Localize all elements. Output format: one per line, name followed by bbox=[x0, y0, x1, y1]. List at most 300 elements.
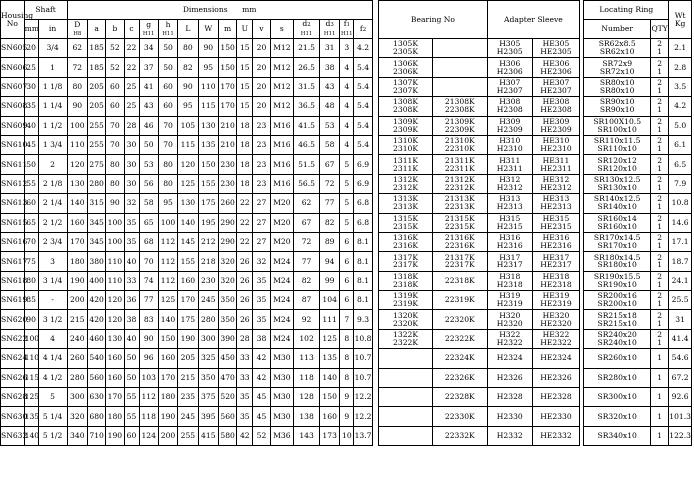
weight-cell: 67.2 bbox=[669, 368, 692, 387]
bearing-no-alt-cell-line: 22311K bbox=[444, 163, 475, 173]
ring-qty-cell-line: 1 bbox=[657, 47, 663, 57]
shaft-mm-cell: 35 bbox=[24, 97, 38, 116]
dimension-cell: 28 bbox=[124, 116, 139, 135]
dimension-cell: 22 bbox=[124, 39, 139, 58]
locating-ring-header: Locating Ring bbox=[584, 1, 669, 20]
shaft-mm-cell: 60 bbox=[24, 194, 38, 213]
bearing-no-alt-cell-line: 21317K bbox=[444, 252, 475, 262]
shaft-in-cell: 3 bbox=[38, 252, 67, 271]
dimension-cell: 100 bbox=[67, 116, 87, 135]
dimension-cell: M36 bbox=[270, 426, 294, 445]
dimension-cell: 37 bbox=[139, 58, 158, 77]
shaft-mm-cell: 20 bbox=[24, 39, 38, 58]
adapter-sleeve-cell bbox=[487, 174, 532, 193]
dimension-cell: 260 bbox=[219, 194, 237, 213]
housing-no-cell: SN622 bbox=[1, 329, 25, 348]
dimension-cell: 23 bbox=[253, 135, 270, 154]
bearing-no-cell-line: 2308K bbox=[393, 105, 419, 115]
dimension-cell: 9 bbox=[340, 388, 354, 407]
dimension-cell: 12.2 bbox=[354, 388, 372, 407]
adapter-sleeve-cell-line: H306 bbox=[499, 58, 521, 68]
ring-number-cell-line: SR240x20 bbox=[597, 330, 637, 340]
ring-number-cell-line: SR190x10 bbox=[597, 279, 637, 289]
dimension-cell: 90 bbox=[67, 97, 87, 116]
bearing-no-cell-line: 2322K bbox=[393, 338, 419, 348]
shaft-mm-cell: 70 bbox=[24, 232, 38, 251]
dimension-cell: 20 bbox=[253, 58, 270, 77]
dimension-cell: 415 bbox=[198, 426, 218, 445]
ring-qty-cell-line: 1 bbox=[657, 182, 663, 192]
ring-number-cell-line: SR100X10.5 bbox=[593, 116, 642, 126]
adapter-sleeve-cell-line: H320 bbox=[499, 310, 521, 320]
ring-number-cell-line: SR62x10 bbox=[599, 47, 635, 57]
ring-number-cell bbox=[584, 252, 651, 271]
dimension-cell: 8.1 bbox=[354, 291, 372, 310]
dimension-cell: 170 bbox=[219, 77, 237, 96]
dimension-cell: 38 bbox=[124, 310, 139, 329]
dimension-cell: 4 bbox=[340, 135, 354, 154]
dimension-cell: 173 bbox=[319, 426, 339, 445]
table-row bbox=[1, 388, 692, 407]
adapter-sleeve-alt-cell bbox=[532, 155, 579, 174]
bearing-no-cell-line: 2309K bbox=[393, 124, 419, 134]
dim-header: f2 bbox=[354, 20, 372, 39]
dimension-cell: 380 bbox=[88, 252, 106, 271]
bearing-no-alt-cell bbox=[432, 232, 487, 251]
ring-number-cell-line: SR215x18 bbox=[597, 310, 637, 320]
dimension-cell: 53 bbox=[319, 116, 339, 135]
housing-no-cell: SN620 bbox=[1, 310, 25, 329]
adapter-sleeve-cell-line: H2322 bbox=[496, 338, 523, 348]
table-row bbox=[1, 349, 692, 368]
bearing-no-alt-cell bbox=[432, 174, 487, 193]
dimension-cell: 420 bbox=[88, 310, 106, 329]
bearing-no-cell bbox=[379, 407, 433, 426]
ring-number-cell-line: SR170x14.5 bbox=[593, 233, 641, 243]
adapter-sleeve-alt-cell-line: HE312 bbox=[542, 174, 570, 184]
dimension-cell: 102 bbox=[294, 329, 320, 348]
dimension-cell: 41.5 bbox=[294, 116, 320, 135]
dimension-cell: 350 bbox=[219, 310, 237, 329]
weight-cell: 7.9 bbox=[669, 174, 692, 193]
dimension-cell: 115 bbox=[198, 97, 218, 116]
ring-number-cell bbox=[584, 116, 651, 135]
ring-qty-cell bbox=[650, 174, 668, 193]
dim-header: D H8 bbox=[67, 20, 87, 39]
bearing-no-cell bbox=[379, 116, 433, 135]
ring-qty-cell-line: 1 bbox=[657, 241, 663, 251]
bearing-no-cell bbox=[379, 388, 433, 407]
dimension-cell: 22 bbox=[237, 232, 253, 251]
ring-qty-cell-line: 1 bbox=[657, 260, 663, 270]
dimension-cell: 110 bbox=[106, 252, 124, 271]
dimension-cell: 3 bbox=[340, 39, 354, 58]
dimension-cell: 70 bbox=[158, 116, 177, 135]
bearing-no-alt-cell-line: 22317K bbox=[444, 260, 475, 270]
shaft-mm-cell: 115 bbox=[24, 368, 38, 387]
adapter-sleeve-alt-cell bbox=[532, 426, 579, 445]
adapter-sleeve-alt-cell bbox=[532, 310, 579, 329]
adapter-sleeve-alt-cell bbox=[532, 194, 579, 213]
bearing-no-alt-cell-line: 22319K bbox=[444, 295, 475, 305]
bearing-no-cell bbox=[379, 58, 433, 77]
dimension-cell: 33 bbox=[237, 368, 253, 387]
dimension-cell: 72 bbox=[67, 58, 87, 77]
dimension-cell: 80 bbox=[158, 155, 177, 174]
dimension-cell: 96 bbox=[139, 349, 158, 368]
dimension-cell: 160 bbox=[158, 349, 177, 368]
adapter-sleeve-cell bbox=[487, 116, 532, 135]
dimension-cell: 70 bbox=[139, 252, 158, 271]
shaft-in-cell: 5 1/2 bbox=[38, 426, 67, 445]
shaft-mm-cell: 140 bbox=[24, 426, 38, 445]
dimension-cell: 32 bbox=[124, 194, 139, 213]
dimension-cell: 20 bbox=[253, 39, 270, 58]
dimension-cell: 50 bbox=[124, 349, 139, 368]
dimension-cell: M20 bbox=[270, 232, 294, 251]
dimension-cell: 42 bbox=[237, 426, 253, 445]
adapter-sleeve-cell-line: H307 bbox=[499, 78, 521, 87]
shaft-mm-cell: 50 bbox=[24, 155, 38, 174]
adapter-sleeve-cell bbox=[487, 271, 532, 290]
adapter-sleeve-alt-cell-line: HE308 bbox=[542, 97, 570, 107]
ring-number-cell bbox=[584, 194, 651, 213]
ring-qty-cell-line: 1 bbox=[657, 431, 663, 441]
dimension-cell: 20 bbox=[253, 97, 270, 116]
weight-cell: 41.4 bbox=[669, 329, 692, 348]
bearing-no-cell bbox=[379, 232, 433, 251]
ring-number-cell bbox=[584, 271, 651, 290]
dimension-cell: 33 bbox=[124, 271, 139, 290]
ring-number-cell bbox=[584, 291, 651, 310]
ring-qty-cell-line: 2 bbox=[657, 213, 663, 223]
dimension-cell: M12 bbox=[270, 97, 294, 116]
dimension-cell: 140 bbox=[67, 194, 87, 213]
weight-cell: 101.3 bbox=[669, 407, 692, 426]
dimension-cell: 27 bbox=[253, 213, 270, 232]
table-row bbox=[1, 97, 692, 116]
bearing-no-alt-cell-line: 22322K bbox=[444, 334, 475, 344]
dimension-cell: 18 bbox=[237, 174, 253, 193]
dimension-cell: 320 bbox=[219, 252, 237, 271]
shaft-in-cell: 2 3/4 bbox=[38, 232, 67, 251]
adapter-sleeve-cell bbox=[487, 194, 532, 213]
weight-cell: 10.8 bbox=[669, 194, 692, 213]
dim-header: g H11 bbox=[139, 20, 158, 39]
dimension-cell: 15 bbox=[237, 97, 253, 116]
dimension-cell: 400 bbox=[88, 271, 106, 290]
bearing-no-cell-line: 1312K bbox=[393, 174, 419, 184]
bearing-no-alt-cell-line: 22318K bbox=[444, 275, 475, 285]
bearing-no-alt-cell-line: 21310K bbox=[444, 136, 475, 146]
adapter-sleeve-cell-line: H2326 bbox=[496, 372, 523, 382]
dimension-cell: 40 bbox=[124, 252, 139, 271]
ring-qty-cell-line: 2 bbox=[657, 78, 663, 87]
dimension-cell: 50 bbox=[158, 39, 177, 58]
adapter-sleeve-cell-line: H2328 bbox=[496, 392, 523, 402]
bearing-no-cell bbox=[379, 155, 433, 174]
shaft-in-cell: 2 1/2 bbox=[38, 213, 67, 232]
dimension-cell: 120 bbox=[178, 155, 198, 174]
dimension-cell: 6 bbox=[340, 271, 354, 290]
dimension-cell: 375 bbox=[198, 388, 218, 407]
dimension-cell: 34 bbox=[139, 39, 158, 58]
table-row bbox=[1, 232, 692, 251]
dimension-cell: 150 bbox=[319, 388, 339, 407]
ring-qty-cell-line: 2 bbox=[657, 194, 663, 204]
ring-qty-cell-line: 2 bbox=[657, 252, 663, 262]
dimension-cell: 52 bbox=[253, 426, 270, 445]
dim-header: m bbox=[219, 20, 237, 39]
dimension-cell: 21.5 bbox=[294, 39, 320, 58]
shaft-mm-cell: 65 bbox=[24, 213, 38, 232]
shaft-mm-cell: 135 bbox=[24, 407, 38, 426]
dimension-cell: 30 bbox=[124, 135, 139, 154]
adapter-sleeve-alt-cell-line: HE2316 bbox=[540, 241, 572, 251]
dimension-cell: 53 bbox=[139, 155, 158, 174]
dimension-cell: 345 bbox=[88, 232, 106, 251]
adapter-sleeve-cell-line: H305 bbox=[499, 39, 521, 49]
dimension-cell: 120 bbox=[106, 310, 124, 329]
adapter-sleeve-alt-cell-line: HE2318 bbox=[540, 279, 572, 289]
dimension-cell: 23 bbox=[253, 155, 270, 174]
dimension-cell: 6.8 bbox=[354, 194, 372, 213]
dimension-cell: 138 bbox=[294, 407, 320, 426]
ring-number-cell-line: SR170x10 bbox=[597, 241, 637, 251]
bearing-no-alt-cell-line: 22315K bbox=[444, 221, 475, 231]
adapter-sleeve-alt-cell-line: HE2320 bbox=[540, 318, 572, 328]
adapter-sleeve-cell bbox=[487, 388, 532, 407]
shaft-in-cell: 1 3/4 bbox=[38, 135, 67, 154]
dimension-cell: 5 bbox=[340, 213, 354, 232]
dimension-cell: 26 bbox=[237, 310, 253, 329]
adapter-sleeve-cell-line: H2313 bbox=[496, 202, 523, 212]
dimension-cell: 175 bbox=[198, 194, 218, 213]
dimension-cell: 110 bbox=[198, 77, 218, 96]
dimension-cell: 58 bbox=[139, 194, 158, 213]
shaft-in-cell: 5 1/4 bbox=[38, 407, 67, 426]
bearing-no-cell-line: 2313K bbox=[393, 202, 419, 212]
weight-cell: 2.1 bbox=[669, 39, 692, 58]
adapter-sleeve-cell-line: H2311 bbox=[496, 163, 523, 173]
bearing-no-cell-line: 1311K bbox=[393, 155, 419, 165]
bearing-no-cell bbox=[379, 77, 433, 96]
dimension-cell: 125 bbox=[178, 174, 198, 193]
dimension-cell: 245 bbox=[198, 291, 218, 310]
dimension-cell: 150 bbox=[219, 58, 237, 77]
housing-no-cell: SN619 bbox=[1, 291, 25, 310]
dim-header: U bbox=[237, 20, 253, 39]
bearing-no-cell-line: 2310K bbox=[393, 144, 419, 154]
dimension-cell: 170 bbox=[178, 291, 198, 310]
bearing-no-cell-line: 2318K bbox=[393, 279, 419, 289]
table-row bbox=[1, 329, 692, 348]
ring-qty-cell bbox=[650, 194, 668, 213]
adapter-sleeve-cell-line: H2316 bbox=[496, 241, 523, 251]
shaft-mm-cell: 90 bbox=[24, 310, 38, 329]
ring-qty-cell-line: 2 bbox=[657, 39, 663, 49]
weight-cell: 92.6 bbox=[669, 388, 692, 407]
dimension-cell: 160 bbox=[67, 213, 87, 232]
weight-cell: 5.0 bbox=[669, 116, 692, 135]
dimension-cell: 560 bbox=[219, 407, 237, 426]
bearing-no-alt-cell bbox=[432, 329, 487, 348]
adapter-sleeve-alt-cell-line: HE2315 bbox=[540, 221, 572, 231]
ring-number-cell bbox=[584, 310, 651, 329]
dimension-cell: 35 bbox=[253, 291, 270, 310]
ring-qty-cell bbox=[650, 252, 668, 271]
dimension-cell: 77 bbox=[139, 291, 158, 310]
dimension-cell: 90 bbox=[198, 39, 218, 58]
dimension-cell: 255 bbox=[88, 116, 106, 135]
dimension-cell: 70 bbox=[158, 135, 177, 154]
dimension-cell: 8.1 bbox=[354, 232, 372, 251]
ring-qty-cell bbox=[650, 368, 668, 387]
table-row bbox=[1, 291, 692, 310]
dimension-cell: 325 bbox=[198, 349, 218, 368]
dimension-cell: 145 bbox=[178, 232, 198, 251]
dimension-cell: 6.8 bbox=[354, 213, 372, 232]
adapter-sleeve-alt-cell bbox=[532, 77, 579, 96]
dimension-cell: 10.8 bbox=[354, 329, 372, 348]
ring-qty-cell-line: 1 bbox=[657, 221, 663, 231]
bearing-no-alt-cell-line: 21315K bbox=[444, 213, 475, 223]
dimension-cell: 60 bbox=[158, 77, 177, 96]
dimension-cell: 23 bbox=[253, 174, 270, 193]
ring-qty-cell-line: 1 bbox=[657, 338, 663, 348]
shaft-mm-cell: 40 bbox=[24, 116, 38, 135]
ring-qty-cell bbox=[650, 388, 668, 407]
table-row bbox=[1, 368, 692, 387]
bearing-no-alt-cell-line: 22332K bbox=[444, 431, 475, 441]
dimension-cell: 45 bbox=[253, 388, 270, 407]
shaft-mm-cell: 80 bbox=[24, 271, 38, 290]
dimension-cell: 27 bbox=[253, 194, 270, 213]
ring-number-cell-line: SR62x8.5 bbox=[598, 39, 636, 49]
weight-cell: 2.8 bbox=[669, 58, 692, 77]
adapter-sleeve-alt-cell bbox=[532, 97, 579, 116]
dim-header: h H11 bbox=[158, 20, 177, 39]
dimension-cell: 350 bbox=[219, 291, 237, 310]
adapter-sleeve-cell-line: H313 bbox=[499, 194, 521, 204]
shaft-mm-cell: 125 bbox=[24, 388, 38, 407]
dimension-cell: 255 bbox=[178, 426, 198, 445]
adapter-sleeve-alt-cell-line: HE311 bbox=[542, 155, 570, 165]
dimension-cell: M16 bbox=[270, 135, 294, 154]
ring-qty-cell bbox=[650, 349, 668, 368]
ring-qty-cell-line: 1 bbox=[657, 163, 663, 173]
dimension-cell: M16 bbox=[270, 174, 294, 193]
ring-qty-cell bbox=[650, 58, 668, 77]
dimension-cell: 300 bbox=[198, 329, 218, 348]
bearing-no-alt-cell-line: 22312K bbox=[444, 182, 475, 192]
adapter-sleeve-cell bbox=[487, 252, 532, 271]
dimension-cell: 10.7 bbox=[354, 368, 372, 387]
dimension-cell: 4 bbox=[340, 77, 354, 96]
dimension-cell: 18 bbox=[237, 116, 253, 135]
table-row bbox=[1, 194, 692, 213]
bearing-no-alt-cell-line: 21313K bbox=[444, 194, 475, 204]
dimension-cell: 25 bbox=[124, 77, 139, 96]
dimension-cell: 170 bbox=[106, 388, 124, 407]
dimension-cell: M30 bbox=[270, 368, 294, 387]
bearing-no-cell-line: 2306K bbox=[393, 66, 419, 76]
dimension-cell: 58 bbox=[319, 135, 339, 154]
dimension-cell: 31.5 bbox=[294, 77, 320, 96]
adapter-sleeve-cell-line: H2319 bbox=[496, 299, 523, 309]
adapter-sleeve-cell-line: H322 bbox=[499, 330, 521, 340]
bearing-no-cell-line: 1310K bbox=[393, 136, 419, 146]
weight-cell: 24.1 bbox=[669, 271, 692, 290]
ring-qty-cell bbox=[650, 213, 668, 232]
table-row bbox=[1, 39, 692, 58]
dimension-cell: 60 bbox=[124, 426, 139, 445]
dimension-cell: 15 bbox=[237, 39, 253, 58]
bearing-no-cell-line: 2316K bbox=[393, 241, 419, 251]
dimension-cell: 5.4 bbox=[354, 135, 372, 154]
dimension-cell: 235 bbox=[178, 388, 198, 407]
weight-cell: 3.5 bbox=[669, 77, 692, 96]
ring-qty-cell bbox=[650, 329, 668, 348]
dimension-cell: 111 bbox=[319, 310, 339, 329]
dimension-cell: 72 bbox=[319, 174, 339, 193]
dimension-cell: M20 bbox=[270, 194, 294, 213]
ring-qty-cell-line: 1 bbox=[657, 318, 663, 328]
dimension-cell: 5 bbox=[340, 155, 354, 174]
adapter-sleeve-alt-cell-line: HE318 bbox=[542, 271, 570, 281]
dimension-cell: 55 bbox=[124, 388, 139, 407]
ring-number-cell bbox=[584, 77, 651, 96]
adapter-sleeve-alt-cell bbox=[532, 349, 579, 368]
dimension-cell: 103 bbox=[139, 368, 158, 387]
dimension-cell: 42 bbox=[253, 368, 270, 387]
adapter-sleeve-cell bbox=[487, 77, 532, 96]
dimension-cell: 255 bbox=[88, 135, 106, 154]
dimension-cell: 22 bbox=[124, 58, 139, 77]
bearing-no-alt-cell bbox=[432, 194, 487, 213]
bearing-no-alt-cell bbox=[432, 310, 487, 329]
ring-qty-cell-line: 2 bbox=[657, 116, 663, 126]
adapter-sleeve-cell-line: H308 bbox=[499, 97, 521, 107]
dim-header: f1 H11 bbox=[341, 19, 353, 37]
dimension-cell: 540 bbox=[88, 349, 106, 368]
dimension-cell: 60 bbox=[106, 77, 124, 96]
dimension-cell: 190 bbox=[178, 329, 198, 348]
ring-number-cell-line: SR130x10 bbox=[597, 182, 637, 192]
adapter-sleeve-cell-line: H2312 bbox=[496, 182, 523, 192]
dimension-cell: 4 bbox=[340, 116, 354, 135]
dimension-cell: 185 bbox=[88, 39, 106, 58]
ring-qty-cell-line: 2 bbox=[657, 174, 663, 184]
adapter-sleeve-alt-cell bbox=[532, 252, 579, 271]
shaft-in-cell: 1 1/4 bbox=[38, 97, 67, 116]
bearing-no-cell-line: 2311K bbox=[393, 163, 419, 173]
dimension-cell: 170 bbox=[219, 97, 237, 116]
weight-header: Wt Kg bbox=[669, 1, 692, 39]
dimension-cell: 8.1 bbox=[354, 252, 372, 271]
dimension-cell: 13.7 bbox=[354, 426, 372, 445]
adapter-sleeve-cell-line: H2324 bbox=[496, 353, 523, 363]
ring-number-cell-line: SR80x10 bbox=[599, 78, 635, 87]
dimension-cell: M16 bbox=[270, 155, 294, 174]
dimension-cell: 470 bbox=[219, 368, 237, 387]
ring-qty-cell-line: 2 bbox=[657, 136, 663, 146]
dimension-cell: 33 bbox=[237, 349, 253, 368]
bearing-no-cell-line: 2317K bbox=[393, 260, 419, 270]
bearing-no-alt-cell bbox=[432, 252, 487, 271]
dimension-cell: 62 bbox=[294, 194, 320, 213]
dimension-cell: 26.5 bbox=[294, 58, 320, 77]
